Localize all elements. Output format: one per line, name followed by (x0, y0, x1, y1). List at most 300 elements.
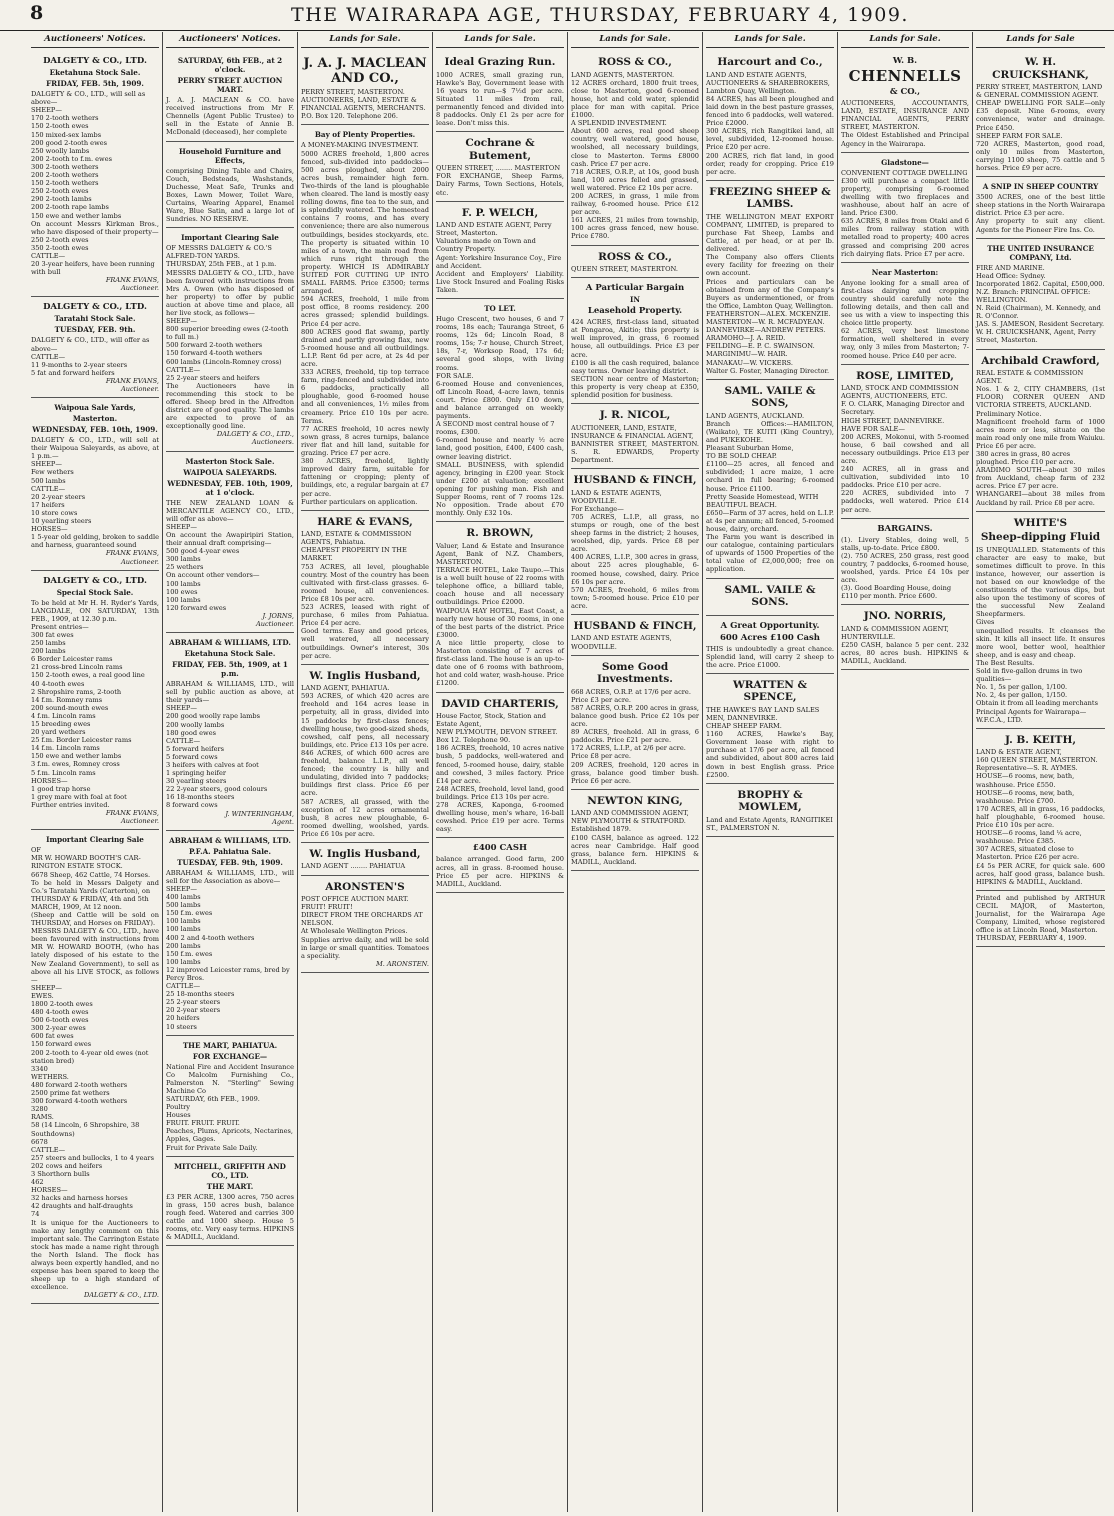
ad-text: LAND AGENTS, AUCKLAND. (706, 411, 805, 420)
ad-text: 220 ACRES, subdivided into 7 paddocks, well watered. Price £14 per acre. (841, 489, 969, 514)
ad-text: 3340 (31, 1064, 48, 1073)
ad-text: A SECOND most central house of 7 rooms, £300. (436, 420, 555, 437)
ad-text: (3). Good Boarding House, doing £110 per month. Price £600. (841, 584, 952, 601)
ad-text: Nos. 1 & 2, CITY CHAMBERS, (1st FLOOR) CORNER QUEEN AND VICTORIA STREETS, AUCKLAND. (976, 385, 1105, 410)
ad-text: 74 (31, 1210, 40, 1219)
ad-signature: Auctioneer. (120, 284, 159, 293)
ad-text: ABRAHAM & WILLIAMS, LTD., will sell for the Association as above— (166, 868, 294, 885)
ad-text: The Auctioneers have in recommending this stock to be offered. Sheep bred in the Alfredton district are of good quality. The lambs are expected to prove of an exceptionally good line. (166, 381, 294, 431)
ad-text: LAND, ESTATE & COMMISSION AGENTS, Pahiatua. (301, 530, 412, 547)
ad-heading: FRIDAY, FEB. 5th, 1909. (46, 79, 144, 89)
ad-text: unequalled results. It cleanses the skin. It kills all insect life. It ensures more wool, better wool, healthier sheep, and is easy and cheap. (976, 626, 1105, 659)
ad-text: THURSDAY, FEBRUARY 4, 1909. (976, 934, 1087, 943)
ad-text: FRUIT. FRUIT. FRUIT. (166, 1119, 240, 1128)
ad-text: HORSES— (31, 1186, 68, 1195)
advertisement (436, 132, 564, 201)
ad-heading: A Particular Bargain (585, 283, 685, 294)
ad-text: On account Messrs Kirkman Bros., who have disposed of their property— (31, 219, 159, 236)
advertisement (436, 299, 564, 522)
ad-text: F. O. CLARK, Managing Director and Secretary. (841, 400, 965, 417)
ad-text: 186 ACRES, freehold, 10 acres native bush, 5 paddocks, well-watered and fenced, 5-roomed house, dairy, stable and cowshed, 3 miles factory. Price £14 per acre. (436, 744, 564, 785)
advertisement (706, 784, 834, 837)
ad-heading: JNO. NORRIS, (863, 610, 947, 623)
ad-text: 200 2-tooth to f.m. ewes (31, 154, 112, 163)
ad-text: Further particulars on application. (301, 497, 418, 506)
ad-text: 705 ACRES, L.I.P., all grass, no stumps or rough, one of the best sheep farms in the district; 2 houses, woolshed, dip, yards. Price £8 per acre. (571, 512, 699, 554)
ad-text: 250 2-tooth ewes (31, 235, 89, 244)
ad-text: 500 forward 2-tooth wethers (166, 341, 263, 350)
advertisement (841, 263, 969, 365)
ad-text: 1 springing heifer (166, 769, 227, 778)
ad-text: Pretty Seaside Homestead, WITH BEAUTIFUL BEACH. (706, 492, 819, 509)
ad-heading: & CO., (889, 87, 921, 98)
ad-text: 10 steers (166, 1022, 197, 1031)
ad-heading: Leasehold Property. (587, 306, 683, 317)
ad-text: 500 lambs (166, 901, 201, 910)
ad-text: BANNISTER STREET, MASTERTON. S. R. EDWARDS, Property Department. (571, 439, 699, 464)
ad-text: Preliminary Notice. (976, 409, 1042, 418)
ad-text: National Fire and Accident Insurance Co Malcolm Furnishing Co., Palmerston N. "Sterling" Sewing Machine Co (166, 1062, 294, 1095)
ad-text: 380 acres in grass, 80 acres ploughed. Price £10 per acre. (976, 449, 1076, 467)
advertisement (706, 380, 834, 579)
advertisement (166, 1036, 294, 1157)
ad-text: To be held at Mr H. H. Ryder's Yards, LANGDALE, ON SATURDAY, 13th FEB., 1909, at 12.30 p.m. (31, 598, 159, 623)
advertisement (436, 838, 564, 892)
ad-text: FOR EXCHANGE, Sheep Farms, Dairy Farms, Town Sections, Hotels, etc. (436, 172, 564, 197)
ad-heading: W. H. CRUICKSHANK, (992, 56, 1089, 81)
ad-text: LAND & COMMISSION AGENT, HUNTERVILLE. (841, 624, 949, 641)
ad-heading: ROSS & CO., (598, 250, 672, 263)
ad-text: 200 lambs (31, 647, 66, 656)
ad-text: 5 f.m. Lincoln rams (31, 768, 96, 777)
ad-text: HOUSE—6 rooms, land ¼ acre, washhouse. Price £385. (976, 829, 1082, 846)
ad-text: 10 store cows (31, 508, 78, 517)
ad-text: A MONEY-MAKING INVESTMENT. (301, 141, 419, 150)
ad-text: 300 lambs (166, 555, 201, 564)
advertisement (166, 142, 294, 229)
column-4 (433, 32, 568, 1512)
ad-text: 14 f.m. Lincoln rams (31, 744, 100, 753)
ad-text: 17 heifers (31, 500, 65, 509)
ad-text: CONVENIENT COTTAGE DWELLING (841, 168, 968, 177)
ad-text: Lambton Quay, Wellington. (706, 86, 797, 95)
ad-text: 100 lambs (166, 917, 201, 926)
column-header: Lands for Sale (976, 32, 1105, 48)
ad-text: (1). Livery Stables, doing well, 5 stalls, up-to-date. Price £800. (841, 535, 969, 552)
ad-heading: Some Good Investments. (597, 660, 673, 686)
ad-text: 6 Border Leicester rams (31, 655, 113, 664)
advertisement (301, 665, 429, 843)
ad-heading: Special Stock Sale. (56, 587, 134, 597)
ad-text: Branch Offices:—HAMILTON, (Waikato), TE KUITI (King Country), and PUKEKOHE. (706, 419, 834, 444)
ad-text: 500 lambs (31, 476, 66, 485)
newspaper-title: THE WAIRARAPA AGE, THURSDAY, FEBRUARY 4, 1909. (291, 4, 909, 26)
ad-text: AUCTIONEERS, ACCOUNTANTS, LAND, ESTATE, INSURANCE AND FINANCIAL AGENTS, PERRY STREET, MASTERTON. (841, 99, 969, 132)
advertisement (841, 519, 969, 606)
ad-signature: Auctioneer. (120, 557, 159, 566)
ad-text: 333 ACRES, freehold, tip top terrace farm, ring-fenced and subdivided into 6 paddocks, practically all ploughable, good 6-roomed house and all conveniences, 1½ miles from creamery. Price £10 10s per acre. Terms. (301, 368, 429, 425)
ad-text: 150 f.m. ewes (166, 909, 213, 918)
ad-text: DIRECT FROM THE ORCHARDS AT NELSON. (301, 911, 423, 928)
masthead (0, 0, 1114, 31)
ad-heading: MITCHELL, GRIFFITH AND CO., LTD. (174, 1161, 286, 1180)
ad-text: 209 ACRES, freehold, 120 acres in grass, balance good timber bush. Price £6 per acre. (571, 760, 699, 785)
ad-text: 22 2-year steers, good colours (166, 785, 268, 794)
ad-text: 100 ewes (166, 587, 198, 596)
ad-text: CHEAPEST PROPERTY IN THE MARKET. (301, 546, 407, 563)
ad-heading: Eketahuna Stock Sale. (49, 68, 141, 78)
ad-text: N. Reid (Chairman), M. Kennedy, and R. O'Connor. (976, 304, 1101, 321)
ad-text: On account other vendors— (166, 571, 260, 580)
ad-text: N.Z. Branch: PRINCIPAL OFFICE: WELLINGTON. (976, 287, 1091, 304)
ad-heading: P.F.A. Pahiatua Sale. (188, 846, 272, 856)
ad-text: W. H. CRUICKSHANK, Agent, Perry Street, Masterton. (976, 328, 1096, 345)
ad-text: 200 2-tooth wethers (31, 171, 99, 180)
ad-text: Incorporated 1862. Capital, £500,000. (976, 279, 1105, 288)
advertisement (976, 350, 1105, 512)
ad-heading: TUESDAY, FEB. 9th. (54, 325, 136, 335)
ad-text: Gives (976, 618, 995, 627)
ad-text: QUEEN STREET, MASTERTON. (571, 265, 678, 274)
ad-text: £100 CASH, balance as agreed. 122 acres near Cambridge. Half good grass, balance fern. HIPKINS & MADILL, Auckland. (571, 833, 699, 866)
ad-text: (Sheep and Cattle will be sold on THURSDAY, and Horses on FRIDAY). (31, 910, 159, 928)
ad-text: Principal Agents for Wairarapa— (976, 707, 1087, 716)
ad-text: Peaches, Plums, Apricots, Nectarines, Apples, Gages. (166, 1127, 293, 1144)
ad-heading: W. B. (892, 56, 918, 67)
ad-text: 200 good woolly rape lambs (166, 712, 260, 721)
ad-text: The Farm you want is described in our catalogue, containing particulars of upwards of 1500 Properties of the total value of £2,000,000; free on application. (706, 533, 834, 574)
ad-text: 400 lambs (166, 893, 201, 902)
ad-heading: HARE & EVANS, (317, 515, 413, 528)
ad-text: LAND, STOCK AND COMMISSION AGENTS, AUCTIONEERS, ETC. (841, 384, 959, 401)
ad-text: Further entries invited. (31, 800, 110, 809)
ad-text: 10 yearling steers (31, 517, 92, 526)
ad-text: Magnificent freehold farm of 1000 acres more or less, situate on the main road only one mile from Waiuku. Price £6 per acre. (976, 417, 1105, 450)
ad-text: 2 Shropshire rams, 2-tooth (31, 687, 122, 696)
advertisement (571, 246, 699, 279)
advertisement (301, 843, 429, 876)
ad-heading: Important Clearing Sale (46, 835, 144, 845)
ad-text: 278 ACRES, Kaponga, 6-roomed dwelling house, men's whare, 16-ball cowshed. Price £19 per acre. Terms easy. (436, 801, 564, 834)
ad-text: 150 forward ewes (31, 1040, 92, 1049)
ad-text: MESSRS DALGETY & CO., LTD., have been favoured with instructions from MR W. HOWARD BOOTH, (who has lately disposed of his estate to the New Zealand Government), to sell as above all his LIVE STOCK, as follows— (31, 927, 159, 984)
ad-text: CHEAP DWELLING FOR SALE—only £35 deposit. Nine 6-rooms, every convenience, water and drainage. Price £450. (976, 99, 1105, 132)
ad-text: 8 forward cows (166, 801, 218, 810)
ad-heading: PERRY STREET AUCTION MART. (177, 76, 283, 95)
ad-heading: Important Clearing Sale (181, 233, 279, 243)
ad-text: Good terms. Easy and good prices, well watered, all necessary outbuildings. Owner's interest, 30s per acre. (301, 627, 429, 660)
ad-signature: DALGETY & CO., LTD., (216, 430, 294, 439)
ad-text: Agent: Yorkshire Insurance Coy., Fire and Accident. (436, 253, 562, 270)
ad-text: £100 is all the cash required, balance easy terms. Owner leaving district. (571, 358, 699, 375)
ad-heading: TUESDAY, FEB. 9th, 1909. (177, 857, 283, 867)
ad-text: 250 woolly lambs (31, 146, 90, 155)
ad-text: 1000 ACRES, small grazing run, Hawke's Bay, Government lease with 16 years to run—$ 7½d per acre. Situated 11 miles from rail, permanently fenced and divided into 8 paddocks. Only £1 2s per acre for lease. Don't miss this. (436, 70, 564, 128)
ad-text: 170 2-tooth wethers (31, 114, 99, 123)
ad-text: (2). 750 ACRES, 250 grass, rest good country, 7 paddocks, 6-roomed house, woolshed, yards. Price £4 10s per acre. (841, 551, 969, 585)
ad-signature: J. JORNS, (262, 611, 294, 620)
ad-text: FOR SALE. (436, 371, 474, 380)
ad-text: 5 fat and forward heifers (31, 368, 115, 377)
advertisement (301, 51, 429, 125)
ad-text: JAS. S. JAMESON, Resident Secretary. (976, 320, 1105, 329)
ad-text: THE WELLINGTON MEAT EXPORT COMPANY, LIMITED, is prepared to purchase Fat Sheep, Lambs and Cattle, at per head, or at per lb. delivered. (706, 212, 834, 254)
ad-text: TO BE SOLD CHEAP. (706, 452, 777, 461)
ad-heading: SAML. VAILE & SONS. (724, 583, 816, 609)
ad-text: IS UNEQUALLED. Statements of this character are easy to make, but sometimes difficult to prove. In this instance, however, our assertion is not based on our knowledge of the constituents of the various dips, but also upon the testimony of scores of the successful New Zealand Sheepfarmers. (976, 545, 1105, 619)
ad-text: Valuations made on Town and Country Property. (436, 237, 536, 254)
column-header: Lands for Sale. (706, 32, 834, 48)
ad-text: 3 heifers with calves at foot (166, 761, 259, 769)
ad-text: THURSDAY & FRIDAY, 4th and 5th MARCH, 1909, At 12 noon. (31, 894, 149, 911)
ad-signature: Agent. (272, 817, 294, 826)
ad-text: 200 lambs (166, 941, 201, 950)
ad-text: AUCTIONEER, LAND, ESTATE, INSURANCE & FINANCIAL AGENT, (571, 423, 694, 440)
ad-heading: Taratahi Stock Sale. (54, 314, 136, 324)
ad-heading: Ideal Grazing Run. (444, 56, 556, 69)
ad-text: 202 cows and heifers (31, 1161, 103, 1170)
advertisement (976, 729, 1105, 891)
ad-text: DALGETY & CO., LTD., will sell at their Waipoua Saleyards, as above, at 1 p.m.— (31, 436, 159, 461)
ad-text: 150 ewe and wether lambs (31, 211, 122, 220)
ad-text: A SPLENDID INVESTMENT. (571, 119, 667, 128)
advertisement (706, 616, 834, 674)
ad-text: 20 2-year steers (166, 1006, 221, 1015)
ad-text: 1800 2-tooth ewes (31, 1000, 93, 1008)
ad-text: About 600 acres, real good sheep country, well watered, good house, woolshed, all necessary buildings, close to Masterton. Terms £8000 cash. Price £7 per acre. (571, 127, 699, 168)
ad-text: QUEEN STREET, ........ MASTERTON (436, 164, 561, 173)
ad-heading: THE MART. (206, 1181, 254, 1191)
ad-text: The Oldest Established and Principal Agency in the Wairarapa. (841, 131, 969, 148)
ad-text: 1 good trap horse (31, 784, 91, 793)
ad-heading: W. Inglis Husband, (309, 847, 421, 860)
ad-text: SHEEP— (31, 460, 62, 469)
ad-text: 42 draughts and half-draughts (31, 1202, 133, 1211)
ad-text: 523 ACRES, leased with right of purchase, 6 miles from Pahiatua. Price £4 per acre. (301, 603, 429, 628)
ad-text: MASTERTON—W. R. MCFADYEAN. (706, 318, 825, 327)
ad-text: MANAKAU—W. VICKERS. (706, 358, 793, 367)
column-header: Auctioneers' Notices. (166, 32, 294, 48)
ad-text: Walter G. Foster, Managing Director. (706, 366, 830, 375)
ad-text: 6-roomed House and conveniences, off Lincoln Road, 4-acre lawn, tennis court. Price £800. Only £10 down, and balance arranged on weekly payments. (436, 379, 564, 421)
ad-text: 480 forward 2-tooth wethers (31, 1080, 128, 1089)
ad-text: SECTION near centre of Masterton; this property is very cheap at £350, splendid position for business. (571, 374, 699, 399)
ad-text: £300 will purchase a compact little property, comprising 6-roomed dwelling with two fireplaces and washhouse, about half an acre of land. Price £300. (841, 176, 969, 218)
ad-text: 257 steers and bullocks, 1 to 4 years (31, 1153, 154, 1162)
advertisement (706, 181, 834, 380)
ad-heading: THE MART, PAHIATUA. (182, 1040, 278, 1050)
ad-text: £3 PER ACRE, 1300 acres, 750 acres in grass, 150 acres bush, balance rough feed. Watered and carries 300 cattle and 1000 sheep. House 5 rooms, etc. Very easy terms. HIPKINS & MADILL, Auckland. (166, 1192, 294, 1242)
ad-text: 6-roomed house and nearly ½ acre land, good position, £400, £400 cash, owner leaving district. (436, 436, 564, 461)
ad-text: 12 ACRES orchard, 1800 fruit trees, close to Masterton, good 6-roomed house, hot and cold water, splendid place for man with capital. Price £1000. (571, 78, 699, 120)
advertisement (31, 51, 159, 297)
ad-text: FIRE AND MARINE. (976, 263, 1045, 272)
ad-text: 570 ACRES, freehold, 6 miles from town; 5-roomed house. Price £10 per acre. (571, 585, 699, 610)
column-header: Auctioneers' Notices. (31, 32, 159, 48)
ad-signature: Auctioneer. (120, 385, 159, 393)
ad-text: P.O. Box 120. Telephone 206. (301, 112, 398, 121)
ad-heading: FOR EXCHANGE— (192, 1051, 268, 1061)
ad-text: Pleasant Suburban Home, (706, 444, 794, 453)
ad-text: 4 f.m. Lincoln rams (31, 711, 96, 720)
ad-text: £650—Farm of 37 acres, held on L.I.P. at 4s per annum; all fenced, 5-roomed house, dairy, orchard. (706, 508, 834, 533)
ad-heading: ROSS & CO., (598, 56, 672, 69)
ad-text: SATURDAY, 6th FEB., 1909. (166, 1095, 260, 1103)
column-header: Lands for Sale. (841, 32, 969, 48)
ad-text: 14 f.m. Romney rams (31, 695, 103, 704)
ad-text: Poultry (166, 1103, 191, 1112)
ad-text: WETHERS. (31, 1072, 69, 1081)
ad-text: 250 lambs (31, 639, 66, 648)
ad-text: It is unique for the Auctioneers to make any lengthy comment on this important sale. The Carrington Estate stock has made a name right through the North Island. The flock has always been expertly handled, and no expense has been spared to keep the sheep up to a high standard of excellence. (31, 1218, 159, 1292)
ad-text: 300 2-tooth wethers (31, 162, 99, 171)
column-6 (703, 32, 838, 1512)
ad-text: 200 ACRES, rich flat land, in good order, ready for cropping. Price £19 per acre. (706, 151, 834, 176)
ad-text: 89 ACRES, freehold. All in grass, 6 paddocks. Price £21 per acre. (571, 728, 699, 745)
advertisement (571, 656, 699, 790)
ad-text: WAIPOUA HAY HOTEL, East Coast, a nearly new house of 30 rooms, in one of the best parts of the district. Price £3000. (436, 606, 564, 639)
ad-heading: Near Masterton: (871, 267, 939, 277)
advertisement (571, 790, 699, 871)
ad-text: For Exchange— (571, 504, 624, 513)
ad-text: 307 ACRES, situated close to Masterton. Price £26 per acre. (976, 845, 1080, 862)
column-1 (28, 32, 163, 1512)
ad-heading: W. Inglis Husband, (309, 669, 421, 682)
ad-text: 424 ACRES, first-class land, situated at Pongaroa, Akitio; this property is well improved, in grass, 6 roomed house, all outbuildings. Price £3 per acre. (571, 318, 699, 359)
ad-heading: WEDNESDAY, FEB. 10th, 1909, at 1 o'clock. (167, 478, 293, 497)
ad-text: RAMS. (31, 1113, 54, 1122)
column-3 (298, 32, 433, 1512)
ad-text: 25 2-year steers (166, 998, 221, 1007)
ad-signature: FRANK EVANS, (105, 809, 159, 818)
ad-text: 350 2-tooth ewes (31, 243, 89, 252)
ad-heading: WAIPOUA SALEYARDS. (183, 467, 277, 477)
column-7 (838, 32, 973, 1512)
ad-heading: ABRAHAM & WILLIAMS, LTD. (169, 835, 291, 845)
ad-text: 30 yearling steers (166, 777, 227, 786)
ad-text: Established 1879. (571, 825, 631, 834)
ad-text: EWES. (31, 991, 54, 1000)
ad-text: Hugo Crescent, two houses, 6 and 7 rooms, 18s each; Tauranga Street, 6 rooms, 12s 6d; Lincoln Road, 8 rooms, 15s; 7-r house, Church Street, 18s, 7-r, Worksop Road, 17s 6d; several good shops, with living rooms. (436, 314, 564, 372)
ad-text: 25 wethers (166, 563, 204, 572)
ad-text: WHANGAREI—about 38 miles from Auckland by rail. Price £8 per acre. (976, 490, 1105, 507)
ad-text: LAND & ESTATE AGENT, (976, 748, 1062, 757)
ad-text: Anyone looking for a small area of first-class dairying and cropping country should carefully note the following details, and then call and see us with a view to inspecting this choice little property. (841, 278, 969, 328)
ad-text: THE NEW ZEALAND LOAN & MERCANTILE AGENCY CO., LTD., will offer as above— (166, 498, 294, 523)
ad-heading: BROPHY & MOWLEM, (737, 788, 803, 814)
ad-heading: J. R. NICOL, (599, 409, 671, 422)
ad-text: 150 mixed-sex lambs (31, 130, 102, 139)
ad-text: 2500 prime fat wethers (31, 1089, 110, 1098)
ad-text: OF (31, 846, 41, 855)
ad-text: 300 fat ewes (31, 630, 74, 639)
ad-text: £1100—25 acres, all fenced and subdivided; 1 acre maize, 1 acre orchard in full bearing; 6-roomed house. Price £1100. (706, 460, 834, 493)
ad-text: HIGH STREET, DANNEVIRKE. (841, 416, 945, 425)
ad-text: 100 lambs (166, 579, 201, 588)
ad-text: LAND AGENT ........ PAHIATUA (301, 862, 406, 871)
ad-text: SHEEP— (166, 704, 197, 713)
ad-text: 5 forward cows (166, 752, 218, 761)
ad-text: J. A. J. MACLEAN & CO. have received instructions from Mr F. Chennells (Agent Public Trustee) to sell in the Estate of Annie B. McDonald (deceased), her complete (166, 96, 294, 137)
ad-heading: F. P. WELCH, (461, 206, 539, 219)
advertisement (976, 177, 1105, 238)
ad-text: The Best Results. (976, 658, 1035, 667)
ad-heading: Masterton Stock Sale. (185, 456, 275, 466)
ad-text: POST OFFICE AUCTION MART. (301, 895, 409, 904)
advertisement (571, 469, 699, 615)
ad-heading: DAVID CHARTERIS, (441, 697, 559, 710)
advertisement (706, 579, 834, 616)
ad-text: 160 QUEEN STREET, MASTERTON. (976, 756, 1098, 765)
ad-heading: Cochrane & Butement, (465, 137, 535, 162)
ad-text: LAND & ESTATE AGENTS, WOODVILLE. (571, 488, 662, 505)
page-number: 8 (30, 2, 44, 24)
ad-text: 380 ACRES, freehold, lightly improved dairy farm, suitable for fattening or cropping; plenty of buildings, etc, a regular bargain at £7 per acre. (301, 457, 429, 498)
ad-text: Few wethers (31, 468, 74, 477)
ad-signature: FRANK EVANS, (105, 376, 159, 385)
advertisement (31, 297, 159, 398)
ad-signature: Auctioneers. (251, 438, 294, 447)
ad-text: SHEEP— (166, 522, 197, 531)
ad-text: 300 forward 4-tooth wethers (31, 1097, 128, 1106)
ad-text: 12 improved Leicester rams, bred by Percy Bros. (166, 965, 290, 982)
ad-text: 600 lambs (Lincoln-Romney cross) (166, 357, 282, 366)
ad-text: On account the Awapiripiri Station, their annual draft comprising— (166, 530, 294, 548)
ad-text: 240 ACRES, all in grass and cultivation, subdivided into 10 paddocks. Price £10 per acre. (841, 465, 969, 490)
ad-text: LAND AND ESTATE AGENT, Perry Street, Masterton. (436, 221, 552, 238)
ad-text: THURSDAY, 25th FEB., at 1 p.m. (166, 260, 277, 269)
ad-signature: M. ARONSTEN. (375, 959, 429, 968)
ad-text: Fruit for Private Sale Daily. (166, 1143, 258, 1152)
ad-heading: Harcourt and Co., (717, 56, 823, 69)
ad-heading: ABRAHAM & WILLIAMS, LTD. (169, 638, 291, 648)
ad-text: balance arranged. Good farm, 200 acres, all in grass. 8-roomed house. Price £5 per acre. HIPKINS & MADILL, Auckland. (436, 855, 564, 888)
ad-signature: Auctioneer. (255, 619, 294, 628)
ad-heading: Sheep-dipping Fluid (980, 531, 1101, 544)
ad-text: 25 f.m. Border Leicester rams (31, 736, 132, 745)
ad-text: 5 forward heifers (166, 744, 225, 753)
ad-text: comprising Dining Table and Chairs, Couch, Bedsteads, Washstands, Duchesse, Meat Safe, Trunks and Boxes, Lawn Mower, Toilet Ware, Curtains, Wearing Apparel, Enamel Ware, Blue Satin, and a large lot of Sundries. NO RESERVE. (166, 166, 294, 224)
advertisement (31, 571, 159, 831)
ad-text: Printed and published by ARTHUR CECIL MAJOR, of Masterton, Journalist, for the Wairarapa Age Company, Limited, whose registered office is at Lincoln Road, Masterton. (976, 893, 1105, 935)
advertisement (166, 452, 294, 634)
ad-text: HOUSE—6 rooms, new, bath, washhouse. Price £700. (976, 788, 1075, 805)
ad-text: 150 ewe and wether lambs (31, 752, 122, 761)
advertisement (166, 51, 294, 141)
ad-text: 635 ACRES, 8 miles from Otaki and 6 miles from railway station with metalled road to property; 400 acres grassed and comprising 200 acres rich dairying flats. Price £7 per acre. (841, 217, 969, 258)
ad-text: 500 good 4-year ewes (166, 547, 240, 556)
ad-text: 84 ACRES, has all been ploughed and laid down in the best pasture grasses, fenced into 6 paddocks, well watered. Price £2000. (706, 94, 834, 128)
ad-text: 600 fat ewes (31, 1032, 74, 1041)
ad-text: 587 ACRES, all grassed, with the exception of 12 acres ornamental bush, 8 acres new ploughable, 6-roomed dwelling, woolshed, yards. Price £6 10s per acre. (301, 797, 429, 838)
ad-text: SHEEP— (31, 983, 62, 992)
column-2 (163, 32, 298, 1512)
ad-text: CATTLE— (31, 352, 66, 361)
ad-text: DALGETY & CO., LTD., will sell as above— (31, 90, 146, 107)
ad-heading: WHITE'S (1013, 516, 1068, 529)
ad-text: Representative—S. R. AYMES. (976, 764, 1078, 773)
ad-text: NEW PLYMOUTH, DEVON STREET. Box 12. Telephone 90. (436, 728, 558, 745)
ad-text: 200 2-tooth rape lambs (31, 203, 109, 212)
ad-text: 20 2-year steers (31, 492, 86, 501)
ad-text: 120 forward ewes (166, 603, 227, 612)
ad-text: 3 f.m. ewes, Romney cross (31, 760, 120, 769)
ad-heading: ARONSTEN'S (325, 880, 405, 893)
ad-heading: J. A. J. MACLEAN AND CO., (303, 56, 427, 87)
ad-text: 248 ACRES, freehold, level land, good buildings. Price £13 10s per acre. (436, 784, 564, 801)
ad-text: 800 ACRES good flat swamp, partly drained and partly growing flax, new 5-roomed house and all outbuildings. L.I.P. Rent 6d per acre, at 2s 4d per acre. (301, 327, 429, 368)
ad-text: 58 (14 Lincoln, 6 Shropshire, 38 Southdowns) (31, 1121, 140, 1138)
